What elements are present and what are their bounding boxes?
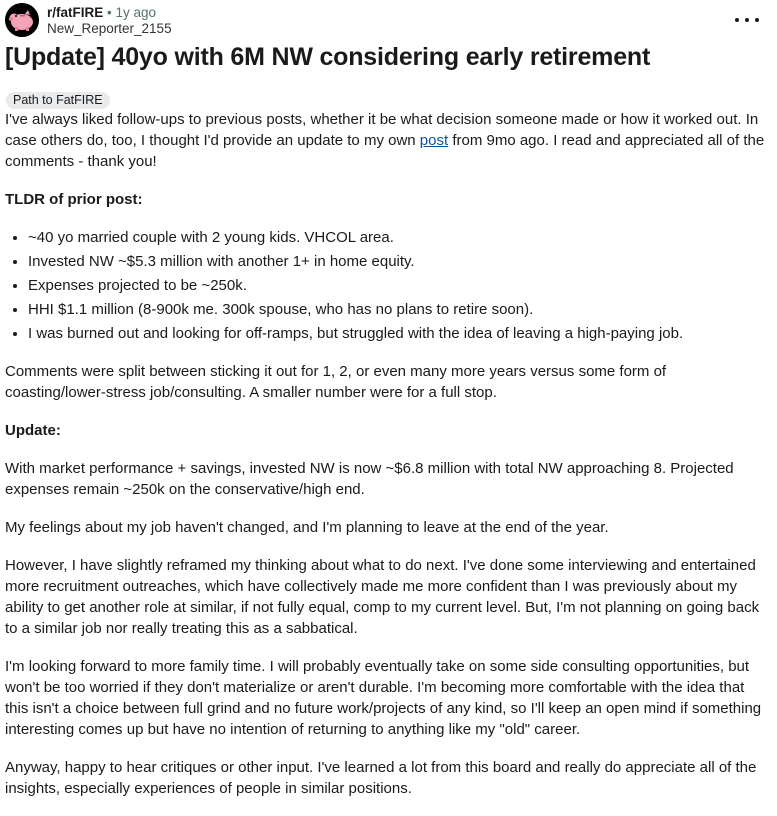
update-heading: Update: (5, 422, 61, 439)
list-item: • Invested NW ~$5.3 million with another 1+ in home equity. (28, 251, 769, 272)
tldr-list (5, 227, 769, 344)
post-header (5, 3, 765, 39)
list-item: • I was burned out and looking for off-ramps, but struggled with the idea of leaving a high-paying job. (28, 323, 769, 344)
intro-paragraph (5, 109, 769, 172)
more-horizontal-icon (735, 18, 739, 22)
piggy-bank-icon (5, 3, 39, 37)
more-horizontal-icon (755, 18, 759, 22)
post-flair[interactable]: Path to FatFIRE (6, 92, 110, 109)
list-item: • ~40 yo married couple with 2 young kids. VHCOL area. (28, 227, 769, 248)
update-paragraph: My feelings about my job haven't changed, and I'm planning to leave at the end of the year. (5, 519, 609, 536)
update-paragraph: Anyway, happy to hear critiques or other input. I've learned a lot from this board and really do appreciate all of the insights, especially experiences of people in similar positions. (5, 759, 757, 797)
post-meta (47, 5, 172, 37)
subreddit-line (47, 5, 172, 21)
previous-post-link[interactable]: post (419, 132, 449, 149)
update-paragraph: However, I have slightly reframed my thinking about what to do next. I've done some interviewing and entertained more recruitment outreaches, which have collectively made me more confident than I was previously about my ability to get another role at similar, if not fully equal, comp to my current level. But, I'm not planning on going back to a similar job nor really treating this as a sabbatical. (5, 557, 760, 637)
meta-separator: • (107, 5, 112, 20)
list-item: • HHI $1.1 million (8-900k me. 300k spouse, who has no plans to retire soon). (28, 299, 769, 320)
author-name[interactable]: New_Reporter_2155 (47, 21, 172, 36)
update-paragraph: I'm looking forward to more family time. I will probably eventually take on some side consulting opportunities, but won't be too worried if they don't materialize or aren't durable. I'm becoming more comfortable with the idea that this isn't a choice between full grind and no future work/projects of any kind, so I'll keep an open mind if something interesting comes up but have no intention of returning to anything like my "old" career. (5, 658, 762, 738)
comments-paragraph: Comments were split between sticking it out for 1, 2, or even many more years versus some form of coasting/lower-stress job/consulting. A smaller number were for a full stop. (5, 363, 667, 401)
list-item: • Expenses projected to be ~250k. (28, 275, 769, 296)
update-paragraph: With market performance + savings, invested NW is now ~$6.8 million with total NW approaching 8. Projected expenses remain ~250k on the conservative/high end. (5, 460, 734, 498)
post-body (5, 109, 769, 816)
more-horizontal-icon (745, 18, 749, 22)
subreddit-name[interactable]: r/fatFIRE (47, 5, 104, 20)
post-title[interactable]: [Update] 40yo with 6M NW considering early retirement (5, 43, 651, 71)
intro-text-before-link: I've always liked follow-ups to previous posts, whether it be what decision someone made or how it worked out. In case others do, too, I thought I'd provide an update to my own (5, 111, 759, 149)
post-age: 1y ago (115, 5, 157, 20)
more-options-button[interactable] (735, 13, 759, 27)
subreddit-avatar[interactable] (5, 3, 39, 37)
intro-text-after-link: from 9mo ago. I read and appreciated all of the comments - thank you! (5, 132, 765, 170)
tldr-heading: TLDR of prior post: (5, 191, 143, 208)
